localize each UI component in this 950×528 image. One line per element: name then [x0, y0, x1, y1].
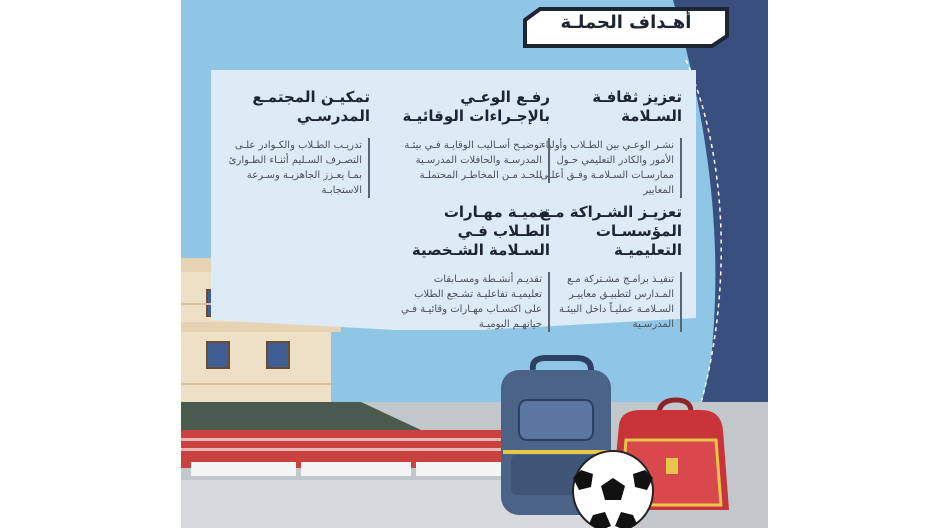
goal-description: توضيـح أسـاليب الوقايـة فـي بيئـة المدرسـة والحافلات المدرسـية للحـد مـن المخاطـر المحتملـة [400, 138, 550, 183]
goal-item-personal-safety-skills [400, 203, 550, 332]
curb-block [301, 462, 411, 476]
goal-item-safety-culture [536, 88, 682, 198]
header-badge [522, 6, 730, 48]
goal-title: تعزيـز الشـراكة مـع المؤسسـات التعليميـة [539, 203, 682, 259]
goal-item-community-empowerment [220, 88, 370, 198]
goal-title: تمكيـن المجتمـع المدرسـي [252, 88, 370, 125]
page-title: أهـداف الحملـة [560, 12, 692, 33]
track-line [181, 448, 541, 451]
goal-item-institutional-partnership [536, 203, 682, 332]
curb-block [416, 462, 506, 476]
campaign-poster [181, 0, 768, 528]
curb-block [191, 462, 296, 476]
goal-title: رفـع الوعـي بالإجـراءات الوقائيـة [402, 88, 550, 125]
goal-item-preventive-awareness [400, 88, 550, 183]
goal-description: تدريـب الطـلاب والكـوادر علـى التصـرف السـليم أثنـاء الطـوارئ بمـا يعـزز الجاهزيـة وسـرعة الاستجابـة [220, 138, 370, 198]
goal-description: نشـر الوعـي بين الطـلاب وأولياء الأمور والكادر التعليمي حـول ممارسـات السـلامـة وفـق أعلـى المعايير [536, 138, 682, 198]
goal-description: تنفيـذ برامـج مشـتركة مـع المـدارس لتطبيـق معاييـر السـلامـة عمليـاً داخل البيئـة المدرسـية [536, 272, 682, 332]
goal-title: تعزيز ثقافـة السـلامة [592, 88, 682, 125]
track-line [181, 438, 541, 441]
goal-description: تقديـم أنشـطة ومسـابقات تعليميـة تفاعليـة تشـجع الطلاب على اكتسـاب مهـارات وقائيـة فـي حياتهـم اليوميـة [400, 272, 550, 332]
goal-title: تنميـة مهـارات الطـلاب فـي السـلامة الشـخصية [411, 203, 550, 259]
soccer-ball-icon [573, 451, 653, 528]
